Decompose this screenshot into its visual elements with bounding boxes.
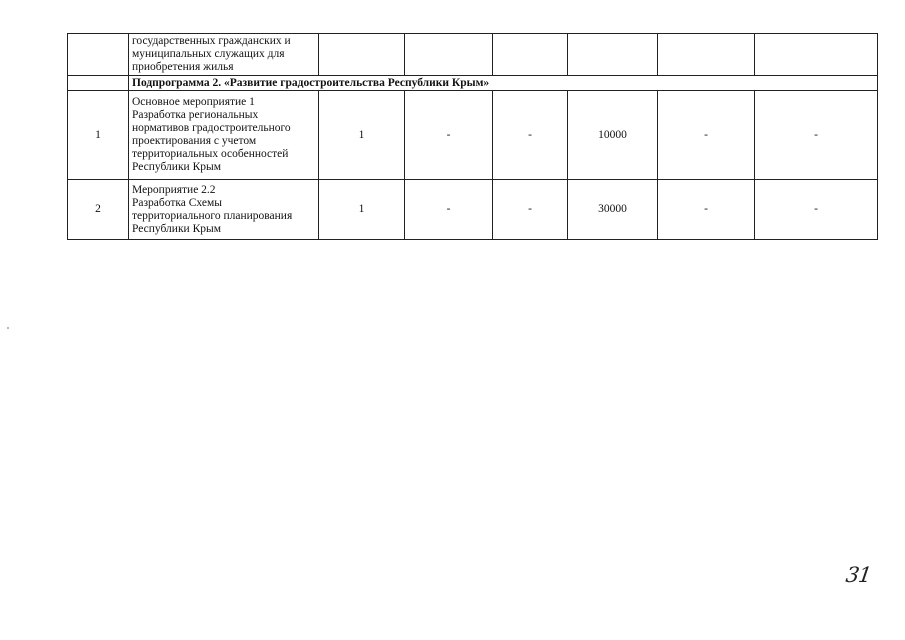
description-line: нормативов градостроительного [132, 122, 291, 134]
cell-value: 1 [319, 180, 405, 240]
cell-value: - [658, 91, 755, 180]
table-row [68, 91, 878, 180]
description-line: Основное мероприятие 1 [132, 96, 255, 108]
cell-value [658, 34, 755, 76]
description-line: приобретения жилья [132, 61, 234, 73]
cell-num [68, 76, 129, 91]
cell-value: - [405, 91, 493, 180]
cell-description [129, 91, 319, 180]
description-line: Республики Крым [132, 161, 221, 173]
description-line: проектирования с учетом [132, 135, 257, 147]
cell-value [568, 34, 658, 76]
cell-description [129, 34, 319, 76]
activities-table [67, 33, 878, 240]
handwritten-page-number: 31 [844, 563, 873, 587]
cell-value: - [658, 180, 755, 240]
cell-value: 1 [319, 91, 405, 180]
cell-value: - [493, 91, 568, 180]
cell-value: - [755, 91, 878, 180]
table-row [68, 180, 878, 240]
cell-value [319, 34, 405, 76]
description-line: Разработка региональных [132, 109, 259, 121]
cell-value: 30000 [568, 180, 658, 240]
cell-value: - [755, 180, 878, 240]
cell-value: 10000 [568, 91, 658, 180]
cell-num: 2 [68, 180, 129, 240]
description-line: государственных гражданских и [132, 35, 291, 47]
cell-value: - [405, 180, 493, 240]
cell-num: 1 [68, 91, 129, 180]
description-line: территориального планирования [132, 209, 293, 222]
cell-num [68, 34, 129, 76]
scan-speck [7, 327, 9, 329]
description-line: Республики Крым [132, 222, 221, 235]
description-line: Мероприятие 2.2 [132, 183, 216, 196]
cell-description [129, 180, 319, 240]
cell-value [493, 34, 568, 76]
table-row-subprogram [68, 76, 878, 91]
subprogram-title: Подпрограмма 2. «Развитие градостроительства Республики Крым» [129, 76, 878, 91]
table-row-continuation [68, 34, 878, 76]
description-line: Разработка Схемы [132, 196, 223, 209]
cell-value [755, 34, 878, 76]
description-line: территориальных особенностей [132, 148, 289, 160]
cell-value: - [493, 180, 568, 240]
cell-value [405, 34, 493, 76]
description-line: муниципальных служащих для [132, 48, 285, 60]
